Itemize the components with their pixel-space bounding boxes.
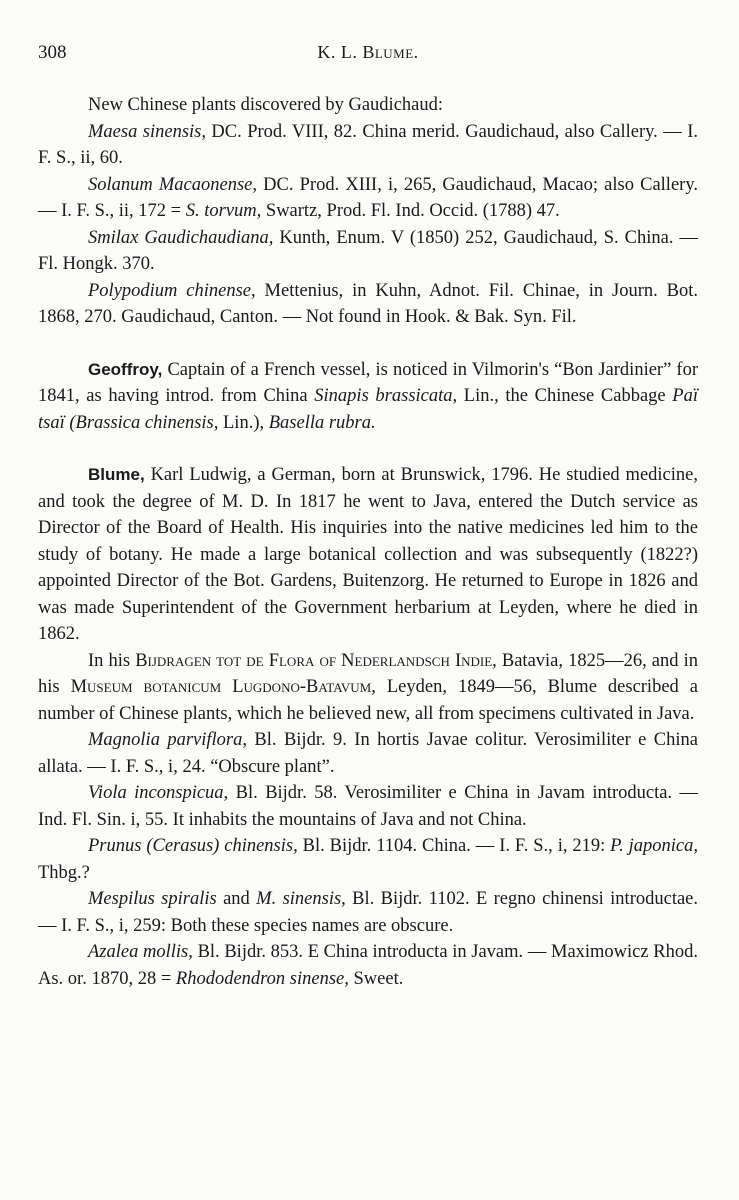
species-entry-maesa <box>38 119 698 172</box>
species-name: Smilax Gaudichaudiana, <box>88 227 274 248</box>
species-text-continued: Bl. Bijdr. 1102. E regno chinensi introductae. — I. F. S., i, 259: Both these species names are obscure. <box>38 889 699 936</box>
geoffroy-text-3: Lin.), <box>218 412 269 433</box>
geoffroy-text-1: Captain of a French vessel, is noticed in Vilmorin's “Bon Jardinier” for 1841, as having introd. from China <box>38 359 698 406</box>
section-gap <box>38 436 698 462</box>
species-entry-smilax <box>38 225 698 278</box>
works-title-museum: Museum botanicum Lugdono-Batavum <box>70 677 372 697</box>
species-name-synonym: Rhododendron sinense, <box>175 968 349 989</box>
geoffroy-entry <box>38 357 698 437</box>
species-text-continued: Swartz, Prod. Fl. Ind. Occid. (1788) 47. <box>261 201 560 221</box>
page-number: 308 <box>38 42 67 63</box>
geoffroy-species-2: Paï tsaï (Brassica chinensis, <box>38 386 698 433</box>
blume-works <box>38 648 698 728</box>
geoffroy-text-2: Lin., the Chinese Cabbage <box>457 386 673 406</box>
species-text: and <box>216 889 257 909</box>
blume-heading: Blume, <box>88 465 145 484</box>
page-body <box>38 92 698 992</box>
species-name-synonym: S. torvum, <box>185 201 262 221</box>
species-entry-azalea <box>38 939 698 992</box>
species-name-synonym: P. japonica, <box>610 836 698 856</box>
species-name: Maesa sinensis, <box>88 121 206 142</box>
running-head: K. L. Blume. <box>317 42 419 62</box>
species-name: Prunus (Cerasus) chinensis, <box>88 836 298 856</box>
species-name: Azalea mollis, <box>88 942 193 962</box>
species-name: Viola inconspicua, <box>88 783 229 803</box>
species-entry-viola <box>38 780 698 833</box>
species-entry-polypodium <box>38 278 698 331</box>
species-text-continued: Sweet. <box>348 968 404 989</box>
species-text: Mettenius, in Kuhn, Adnot. Fil. Chinae, in Journ. Bot. 1868, 270. Gaudichaud, Canton. — Not found in Hook. & Bak. Syn. Fil. <box>38 280 699 327</box>
section-gap <box>38 331 698 357</box>
species-name: Solanum Macaonense, <box>88 174 258 195</box>
works-title-bijdragen: Bijdragen tot de Flora of Nederlandsch Indie <box>135 650 493 671</box>
page-header <box>38 42 698 72</box>
species-name: Polypodium chinense, <box>88 280 256 301</box>
species-name: Magnolia parviflora, <box>88 730 248 750</box>
species-entry-mespilus <box>38 886 698 939</box>
species-text: Kunth, Enum. V (1850) 252, Gaudichaud, S. China. — Fl. Hongk. 370. <box>38 227 699 274</box>
works-text-2: , Batavia, 1825—26, and in his <box>38 650 698 697</box>
species-text: Bl. Bijdr. 58. Verosimiliter e China in Javam introducta. — Ind. Fl. Sin. i, 55. It inhabits the mountains of Java and not China. <box>38 783 698 830</box>
geoffroy-species-1: Sinapis brassicata, <box>314 386 458 406</box>
gaudichaud-intro: New Chinese plants discovered by Gaudichaud: <box>88 95 444 115</box>
geoffroy-heading: Geoffroy, <box>88 359 163 379</box>
works-text-1: In his <box>88 650 136 671</box>
species-text: Bl. Bijdr. 1104. China. — I. F. S., i, 219: <box>297 836 611 856</box>
species-text: Bl. Bijdr. 9. In hortis Javae colitur. Verosimiliter e China allata. — I. F. S., i, 24. “Obscure plant”. <box>38 730 698 777</box>
blume-biography: Karl Ludwig, a German, born at Brunswick, 1796. He studied medicine, and took the degree of M. D. In 1817 he went to Java, entered the Dutch service as Director of the Board of Health. His inquiries into the native medicines led him to the study of botany. He made a large botanical collection and was subsequently (1822?) appointed Director of the Bot. Gardens, Buitenzorg. He returned to Europe in 1826 and was made Superintendent of the Government herbarium at Leyden, where he died in 1862. <box>38 465 698 644</box>
species-entry-solanum <box>38 172 698 225</box>
species-name: Mespilus spiralis <box>88 889 217 909</box>
species-text: DC. Prod. VIII, 82. China merid. Gaudichaud, also Callery. — I. F. S., ii, 60. <box>38 121 698 168</box>
species-text: DC. Prod. XIII, i, 265, Gaudichaud, Macao; also Callery. — I. F. S., ii, 172 = <box>38 174 698 221</box>
geoffroy-species-3: Basella rubra. <box>268 412 376 433</box>
species-name-second: M. sinensis, <box>256 889 346 909</box>
species-text-continued: Thbg.? <box>38 862 90 883</box>
works-text-3: , Leyden, 1849—56, Blume described a number of Chinese plants, which he believed new, all from specimens cultivated in Java. <box>38 677 698 724</box>
species-entry-magnolia <box>38 727 698 780</box>
species-entry-prunus <box>38 833 698 886</box>
blume-entry <box>38 462 698 648</box>
species-text: Bl. Bijdr. 853. E China introducta in Javam. — Maximowicz Rhod. As. or. 1870, 28 = <box>38 942 698 989</box>
